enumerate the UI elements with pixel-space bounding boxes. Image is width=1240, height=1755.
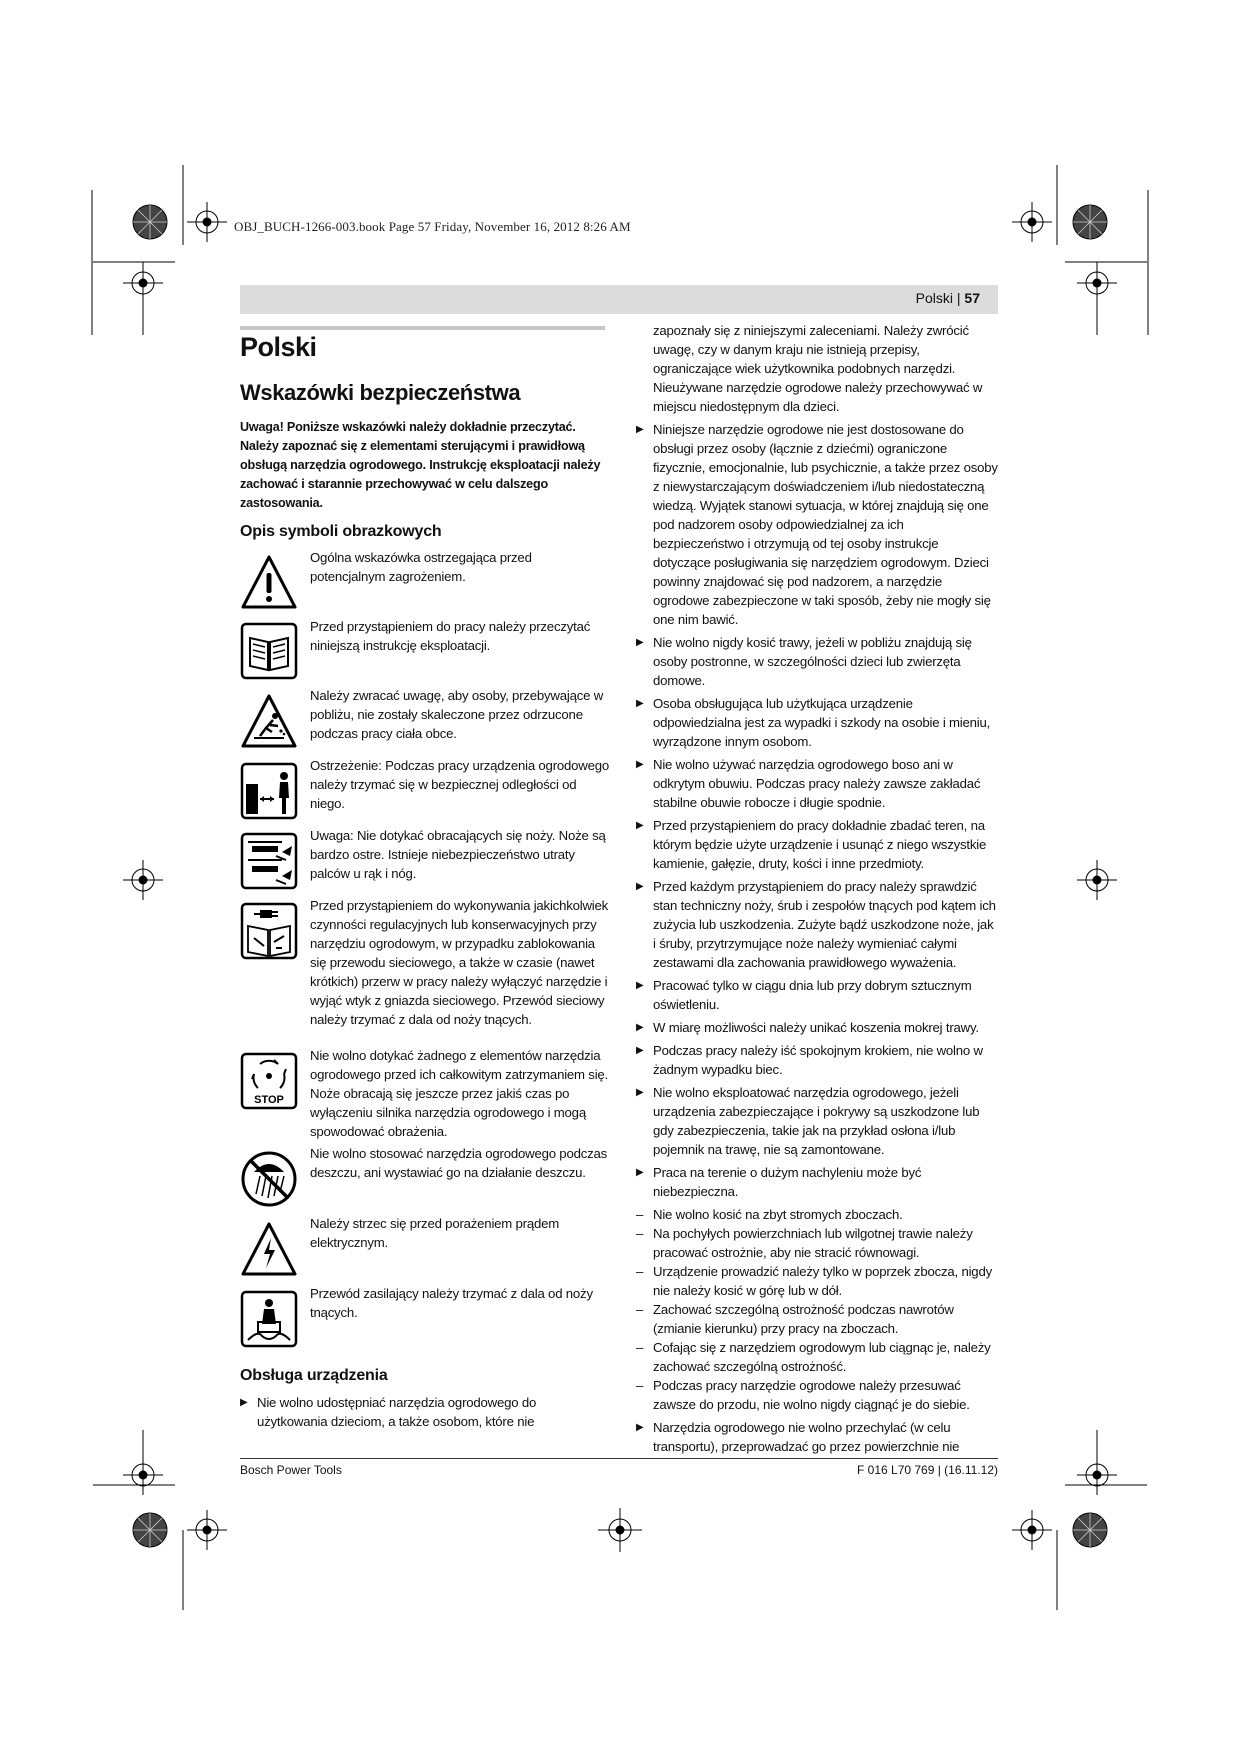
header-language: Polski	[915, 290, 953, 306]
symbol-text-4: Ostrzeżenie: Podczas pracy urządzenia ogrodowego należy trzymać się w bezpiecznej odległości od niego.	[310, 758, 610, 811]
bullet-marker-icon: ▶	[636, 820, 644, 831]
list-item	[240, 1393, 570, 1431]
title-rule	[240, 326, 605, 330]
footer-rule	[240, 1458, 998, 1459]
operation-list	[240, 1393, 570, 1435]
list-item-text: Na pochyłych powierzchniach lub wilgotnej trawie należy pracować ostrożnie, aby nie stracić równowagi.	[653, 1226, 973, 1260]
list-item: – Nie wolno kosić na zbyt stromych zboczach.	[636, 1207, 903, 1222]
list-item-text: Nie wolno nigdy kosić trawy, jeżeli w pobliżu znajdują się osoby postronne, w szczególności dzieci lub zwierzęta domowe.	[653, 635, 972, 688]
list-item: – Podczas pracy narzędzie ogrodowe należy przesuwać zawsze do przodu, nie wolno nigdy ciągnąć je do siebie.	[636, 1378, 970, 1412]
bullet-marker-icon: ▶	[636, 698, 644, 709]
symbol-text-2: Przed przystąpieniem do pracy należy przeczytać niniejszą instrukcję eksploatacji.	[310, 619, 591, 653]
list-item: – Na pochyłych powierzchniach lub wilgotnej trawie należy pracować ostrożnie, aby nie stracić równowagi.	[636, 1226, 973, 1260]
no-rain-icon	[240, 1150, 298, 1208]
list-item: – Cofając się z narzędziem ogrodowym lub ciągnąc je, należy zachować szczególną ostrożność.	[636, 1340, 991, 1374]
list-item	[636, 321, 998, 416]
list-item-text: zapoznały się z niniejszymi zaleceniami. Należy zwrócić uwagę, czy w danym kraju nie istnieją przepisy, ograniczające wiek użytkownika podobnych narzędzi. Nieużywane narzędzie ogrodowe należy przechowywać w miejscu niedostępnym dla dzieci.	[653, 323, 983, 414]
unplug-before-maintenance-icon	[240, 902, 298, 960]
stop-label: STOP	[254, 1094, 284, 1106]
list-item-text: Niniejsze narzędzie ogrodowe nie jest dostosowane do obsługi przez osoby (łącznie z dziećmi) ograniczone fizycznie, emocjonalnie, lub psychicznie, a także przez osoby z niewystarczającym doświadczeniem i/lub niedostateczną wiedzą. Wyjątek stanowi sytuacja, w której znajdują się one pod nadzorem osoby odpowiedzialnej za ich bezpieczeństwo i otrzymują od tej osoby instrukcje dotyczące posługiwania się narzędziem ogrodowym. Dzieci powinny znajdować się pod nadzorem, a narzędzie ogrodowe zabezpieczone w taki sposób, żeby nie mogły się one nim bawić.	[653, 422, 998, 627]
bullet-marker-icon: ▶	[636, 1022, 644, 1033]
page-title: Polski	[240, 332, 317, 362]
electric-shock-icon	[240, 1220, 298, 1278]
bullet-marker-icon: ▶	[636, 881, 644, 892]
list-item-text: Podczas pracy narzędzie ogrodowe należy przesuwać zawsze do przodu, nie wolno nigdy ciągnąć je do siebie.	[653, 1378, 970, 1412]
symbol-text-1: Ogólna wskazówka ostrzegająca przed potencjalnym zagrożeniem.	[310, 550, 532, 584]
symbol-text-6: Przed przystąpieniem do wykonywania jakichkolwiek czynności regulacyjnych lub konserwacyjnych przy narzędziu ogrodowym, w przypadku zablokowania się przewodu sieciowego, a także w czasie (nawet krótkich) przerw w pracy należy wyłączyć narzędzie i wyjąć wtyk z gniazda sieciowego. Przewód sieciowy należy trzymać z dala od noży tnących.	[310, 898, 609, 1027]
list-item	[636, 633, 998, 690]
symbol-text-9: Należy strzec się przed porażeniem prądem elektrycznym.	[310, 1216, 560, 1250]
list-item	[636, 755, 998, 812]
bullet-marker-icon: ▶	[636, 1045, 644, 1056]
list-item-text: Nie wolno kosić na zbyt stromych zboczach.	[653, 1207, 903, 1222]
symbol-text-7: Nie wolno dotykać żadnego z elementów narzędzia ogrodowego przed ich całkowitym zatrzymaniem się. Noże obracają się jeszcze przez jakiś czas po wyłączeniu silnika narzędzia ogrodowego i mogą spowodować obrażenia.	[310, 1048, 609, 1139]
symbol-text-10: Przewód zasilający należy trzymać z dala od noży tnących.	[310, 1286, 593, 1320]
safety-warning: Uwaga! Poniższe wskazówki należy dokładnie przeczytać. Należy zapoznać się z elementami sterującymi i prawidłową obsługą narzędzia ogrodowego. Instrukcję eksploatacji należy zachować i starannie przechowywać w celu dalszego zastosowania.	[240, 420, 601, 510]
page-header-bar	[240, 285, 998, 314]
page-label: Polski | 57	[915, 290, 980, 306]
list-item-text: W miarę możliwości należy unikać koszenia mokrej trawy.	[653, 1020, 979, 1035]
list-item-text: Podczas pracy należy iść spokojnym krokiem, nie wolno w żadnym wypadku biec.	[653, 1043, 983, 1077]
list-item-text: Nie wolno eksploatować narzędzia ogrodowego, jeżeli urządzenia zabezpieczające i pokrywy są uszkodzone lub gdy zabezpieczenia, takie jak na przykład osłona i/lub pojemnik na trawę, nie są zamontowane.	[653, 1085, 980, 1157]
warning-triangle-icon	[240, 553, 298, 611]
list-item-text: Zachować szczególną ostrożność podczas nawrotów (zmianie kierunku) przy pracy na zboczach.	[653, 1302, 954, 1336]
list-item	[636, 816, 998, 873]
list-item: – Urządzenie prowadzić należy tylko w poprzek zbocza, nigdy nie należy kosić w górę lub w dół.	[636, 1264, 992, 1298]
bullet-marker-icon: ▶	[636, 980, 644, 991]
bullet-marker-icon: ▶	[636, 1087, 644, 1098]
bullet-marker-icon: ▶	[636, 637, 644, 648]
manual-book-icon	[240, 622, 298, 680]
list-item	[636, 1083, 998, 1159]
safe-distance-icon	[240, 762, 298, 820]
list-item	[636, 1163, 998, 1201]
bullet-marker-icon: ▶	[636, 759, 644, 770]
print-file-header: OBJ_BUCH-1266-003.book Page 57 Friday, November 16, 2012 8:26 AM	[234, 219, 631, 234]
page-number: 57	[964, 290, 980, 306]
list-item-text: Nie wolno udostępniać narzędzia ogrodowego do użytkowania dzieciom, a także osobom, które nie	[257, 1395, 537, 1429]
symbol-text-5: Uwaga: Nie dotykać obracających się noży. Noże są bardzo ostre. Istnieje niebezpieczeństwo utraty palców u rąk i nóg.	[310, 828, 606, 881]
operation-heading: Obsługa urządzenia	[240, 1367, 388, 1384]
list-item	[636, 420, 998, 629]
symbols-heading: Opis symboli obrazkowych	[240, 523, 442, 540]
cable-away-icon	[240, 1290, 298, 1348]
list-item-text: Cofając się z narzędziem ogrodowym lub ciągnąc je, należy zachować szczególną ostrożność.	[653, 1340, 991, 1374]
bullet-marker-icon: ▶	[240, 1397, 248, 1408]
list-item	[636, 694, 998, 751]
bullet-marker-icon: ▶	[636, 424, 644, 435]
list-item-text: Przed przystąpieniem do pracy dokładnie zbadać teren, na którym będzie użyte urządzenie i usunąć z niego wszystkie kamienie, gałęzie, druty, kości i inne przedmioty.	[653, 818, 987, 871]
list-item-text: Praca na terenie o dużym nachyleniu może być niebezpieczna.	[653, 1165, 922, 1199]
thrown-objects-icon	[240, 692, 298, 750]
list-item-text: Pracować tylko w ciągu dnia lub przy dobrym sztucznym oświetleniu.	[653, 978, 972, 1012]
list-item: – Zachować szczególną ostrożność podczas nawrotów (zmianie kierunku) przy pracy na zboczach.	[636, 1302, 954, 1336]
right-column	[636, 321, 998, 1460]
list-item	[636, 1018, 998, 1037]
list-item	[636, 1041, 998, 1079]
rotating-blades-icon	[240, 832, 298, 890]
symbol-text-3: Należy zwracać uwagę, aby osoby, przebywające w pobliżu, nie zostały skaleczone przez odrzucone podczas pracy ciała obce.	[310, 688, 604, 741]
list-item	[636, 976, 998, 1014]
list-item	[636, 1418, 998, 1456]
footer-docnumber: F 016 L70 769 | (16.11.12)	[857, 1463, 998, 1477]
footer-brand: Bosch Power Tools	[240, 1463, 342, 1477]
list-item-text: Przed każdym przystąpieniem do pracy należy sprawdzić stan techniczny noży, śrub i zespołów tnących pod kątem ich zużycia lub uszkodzenia. Zużyte bądź uszkodzone noże, jak i śruby, przytrzymujące noże należy wymieniać całymi zestawami dla zachowania prawidłowego wyważenia.	[653, 879, 996, 970]
section-title: Wskazówki bezpieczeństwa	[240, 380, 521, 405]
bullet-marker-icon: ▶	[636, 1422, 644, 1433]
list-item-text: Urządzenie prowadzić należy tylko w poprzek zbocza, nigdy nie należy kosić w górę lub w dół.	[653, 1264, 992, 1298]
bullet-marker-icon: ▶	[636, 1167, 644, 1178]
symbol-text-8: Nie wolno stosować narzędzia ogrodowego podczas deszczu, ani wystawiać go na działanie deszczu.	[310, 1146, 608, 1180]
list-item-text: Osoba obsługująca lub użytkująca urządzenie odpowiedzialna jest za wypadki i szkody na osobie i mieniu, wyrządzone innym osobom.	[653, 696, 991, 749]
stop-rotation-icon	[240, 1052, 298, 1110]
list-item-text: Narzędzia ogrodowego nie wolno przechylać (w celu transportu), przeprowadzać go przez powierzchnie nie	[653, 1420, 960, 1454]
list-item	[636, 877, 998, 972]
list-item-text: Nie wolno używać narzędzia ogrodowego boso ani w odkrytym obuwiu. Podczas pracy należy zawsze zakładać stabilne obuwie robocze i długie spodnie.	[653, 757, 981, 810]
